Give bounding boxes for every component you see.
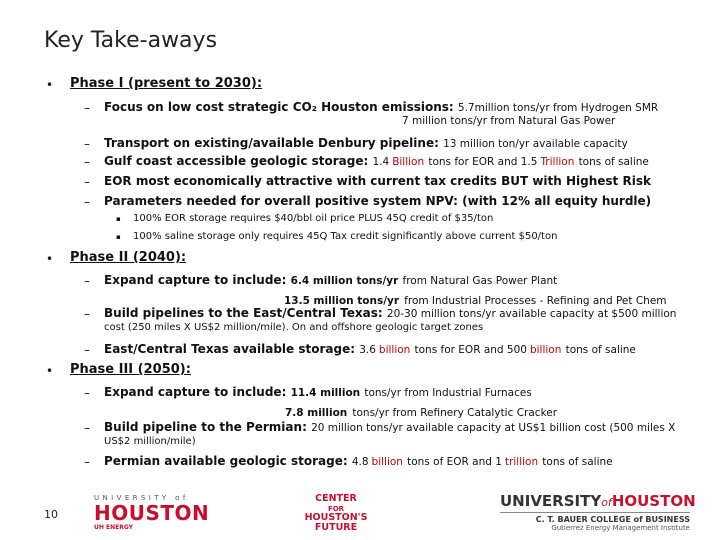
center-for-houstons-future-logo	[300, 494, 372, 538]
storage-value: 3.6	[359, 344, 376, 356]
uh-energy-logo-sub: UH ENERGY	[94, 524, 133, 531]
uh-bauer-logo	[500, 492, 696, 538]
phase2-item-2-detail2: cost (250 miles X US$2 million/mile). On and offshore geologic target zones	[104, 322, 484, 333]
uh-bauer-logo-sub2: Gutierrez Energy Management Institute	[551, 524, 690, 532]
square-bullet-icon: ▪	[116, 233, 121, 241]
storage-unit: billion	[529, 344, 562, 356]
capture-amount: 11.4 million	[290, 387, 361, 399]
uh-bauer-logo-houston: HOUSTON	[611, 492, 696, 510]
dash-icon: –	[84, 421, 90, 435]
phase1-sub-1: 100% EOR storage requires $40/bbl oil price PLUS 45Q credit of $35/ton	[133, 213, 494, 224]
phase3-item-1	[104, 385, 532, 399]
phase3-heading: Phase III (2050):	[70, 362, 191, 377]
phase2-item-1-label: Expand capture to include:	[104, 273, 287, 287]
phase3-item-3-label: Permian available geologic storage:	[104, 454, 348, 468]
phase1-heading: Phase I (present to 2030):	[70, 76, 263, 91]
bullet-icon: •	[46, 364, 54, 378]
dash-icon: –	[84, 195, 90, 209]
storage-text: tons of EOR and 1	[407, 456, 502, 468]
storage-unit: Trillion	[540, 156, 575, 168]
phase1-item-2-detail: 13 million ton/yr available capacity	[443, 138, 628, 150]
dash-icon: –	[84, 455, 90, 469]
dash-icon: –	[84, 155, 90, 169]
capture-amount: 7.8 million	[285, 407, 348, 419]
phase1-item-1	[104, 100, 658, 114]
phase1-item-4: EOR most economically attractive with current tax credits BUT with Highest Risk	[104, 174, 651, 188]
uh-energy-logo-main: HOUSTON	[94, 501, 210, 525]
storage-unit: Billion	[392, 156, 425, 168]
uh-energy-logo	[94, 494, 210, 538]
dash-icon: –	[84, 137, 90, 151]
capture-source: tons/yr from Industrial Furnaces	[364, 387, 532, 399]
phase2-heading: Phase II (2040):	[70, 250, 187, 265]
phase3-item-2	[104, 420, 675, 434]
chf-logo-line: FUTURE	[314, 522, 358, 533]
phase1-item-3-label: Gulf coast accessible geologic storage:	[104, 154, 369, 168]
phase2-item-1	[104, 273, 557, 287]
storage-text: tons of saline	[542, 456, 613, 468]
phase1-item-3	[104, 154, 649, 168]
storage-value: 4.8	[351, 456, 369, 468]
slide-title: Key Take-aways	[44, 28, 218, 53]
uh-bauer-logo-pre: UNIVERSITY	[500, 492, 602, 510]
phase3-item-1-line2	[285, 401, 557, 420]
dash-icon: –	[84, 386, 90, 400]
phase1-item-2	[104, 136, 628, 150]
phase1-item-1-detail2: 7 million tons/yr from Natural Gas Power	[402, 115, 616, 127]
phase2-item-3	[104, 342, 636, 356]
dash-icon: –	[84, 307, 90, 321]
uh-bauer-logo-main	[500, 492, 696, 510]
phase2-item-3-label: East/Central Texas available storage:	[104, 342, 356, 356]
capture-source: from Industrial Processes - Refining and Pet Chem	[404, 295, 667, 307]
page-number: 10	[44, 508, 58, 521]
bullet-icon: •	[46, 78, 54, 92]
uh-bauer-logo-of: of	[601, 496, 612, 509]
phase1-item-1-label: Focus on low cost strategic CO₂ Houston emissions:	[104, 100, 454, 114]
uh-bauer-logo-sub: C. T. BAUER COLLEGE of BUSINESS	[535, 515, 690, 524]
capture-amount: 6.4 million tons/yr	[290, 275, 399, 287]
phase1-item-5: Parameters needed for overall positive system NPV: (with 12% all equity hurdle)	[104, 194, 652, 208]
storage-unit: billion	[371, 456, 403, 468]
phase1-item-2-label: Transport on existing/available Denbury pipeline:	[104, 136, 439, 150]
square-bullet-icon: ▪	[116, 215, 121, 223]
storage-unit: billion	[378, 344, 411, 356]
phase1-item-1-detail: 5.7million tons/yr from Hydrogen SMR	[457, 102, 659, 114]
phase3-item-2-label: Build pipeline to the Permian:	[104, 420, 307, 434]
phase1-sub-2: 100% saline storage only requires 45Q Tax credit significantly above current $50/ton	[133, 231, 558, 242]
phase2-item-2-label: Build pipelines to the East/Central Texas:	[104, 306, 383, 320]
pipeline-detail: 20 million tons/yr available capacity at US$1 billion cost (500 miles X	[311, 422, 676, 434]
storage-text: tons of saline	[578, 156, 649, 168]
storage-unit: trillion	[504, 456, 539, 468]
capture-amount: 13.5 million tons/yr	[284, 295, 400, 307]
bullet-icon: •	[46, 252, 54, 266]
capture-source: tons/yr from Refinery Catalytic Cracker	[352, 407, 558, 419]
phase3-item-1-label: Expand capture to include:	[104, 385, 287, 399]
storage-text: tons for EOR and 500	[414, 344, 527, 356]
dash-icon: –	[84, 101, 90, 115]
uh-energy-logo-top: UNIVERSITY of	[94, 494, 189, 502]
chf-logo-line: FOR	[327, 504, 345, 513]
chf-logo-line: CENTER	[315, 493, 357, 504]
storage-text: tons of saline	[565, 344, 636, 356]
dash-icon: –	[84, 343, 90, 357]
logo-divider	[500, 512, 690, 513]
capture-source: from Natural Gas Power Plant	[402, 275, 558, 287]
dash-icon: –	[84, 175, 90, 189]
pipeline-detail: 20-30 million tons/yr available capacity at $500 million	[386, 308, 677, 320]
storage-value: 1.4	[372, 156, 390, 168]
dash-icon: –	[84, 274, 90, 288]
chf-logo-line: HOUSTON'S	[304, 511, 368, 523]
phase3-item-3	[104, 454, 613, 468]
storage-text: tons for EOR and 1.5	[428, 156, 538, 168]
phase2-item-2	[104, 306, 676, 320]
phase3-item-2-detail2: US$2 million/mile)	[104, 436, 196, 447]
